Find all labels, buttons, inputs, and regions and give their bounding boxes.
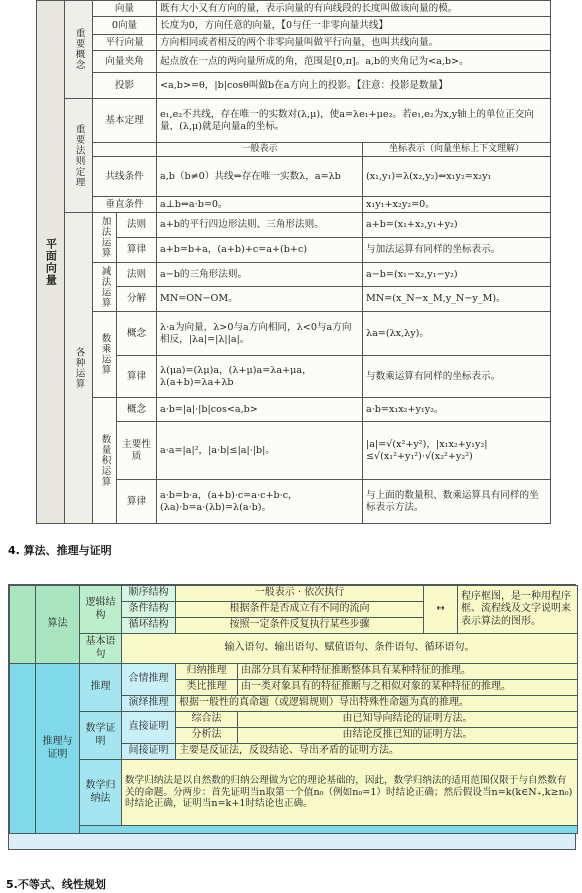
logic-row-text: 依次执行	[304, 587, 345, 599]
row-general: a·b=b·a，(a+b)·c=a·c+b·c，(λa)·b=a·(λb)=λ(a·b)。	[157, 480, 363, 524]
row-coord: a+b=(x₁+x₂,y₁+y₂)	[363, 213, 551, 238]
logic-row-text: 根据条件是否成立有不同的流向	[176, 602, 424, 618]
indirect-name: 间接证明	[122, 744, 176, 760]
row-general: a·a=|a|²，|a·b|≤|a|·|b|。	[157, 422, 363, 480]
row-coord: |a|=√(x²+y²)，|x₁x₂+y₁y₂|≤√(x₁²+y₁²)·√(x₂²+y₂²)	[363, 422, 551, 480]
side-label: 平面向量	[37, 1, 65, 524]
row-coord: 与数乘运算有同样的坐标表示。	[363, 356, 551, 398]
row-name: 算律	[117, 356, 157, 398]
subgroup-label: 数量积运算	[93, 398, 117, 524]
row-name: 法则	[117, 213, 157, 238]
induction-math-label: 数学归纳法	[80, 760, 122, 826]
row-name: 0向量	[93, 17, 157, 35]
subgroup-label: 加法运算	[93, 213, 117, 262]
deductive-name: 演绎推理	[122, 696, 176, 712]
synthetic-text: 由已知导向结论的证明方法。	[238, 712, 578, 728]
basic-theorem-name: 基本定理	[93, 99, 157, 143]
logic-row-name: 条件结构	[122, 602, 176, 618]
header-general: 一般表示	[157, 143, 363, 157]
row-coord: 与上面的数量积、数乘运算具有同样的坐标表示方法。	[363, 480, 551, 524]
logic-row-text: 按照一定条件反复执行某些步骤	[176, 618, 424, 634]
induction-name: 归纳推理	[176, 664, 238, 680]
row-coord: x₁y₁+x₂y₂=0。	[363, 197, 551, 213]
induction-text: 由部分具有某种特征推断整体具有某种特征的推理。	[238, 664, 578, 680]
row-name: 垂直条件	[93, 197, 157, 213]
section-5-title: 5.不等式、线性规划	[6, 878, 106, 891]
row-general: MN=ON−OM。	[157, 287, 363, 312]
row-name: 向量	[93, 1, 157, 17]
row-name: 法则	[117, 262, 157, 287]
row-text: 方向相同或者相反的两个非零向量叫做平行向量，也叫共线向量。	[157, 35, 551, 51]
row-name: 概念	[117, 398, 157, 422]
basic-theorem-text: e₁,e₂不共线，存在唯一的实数对(λ,μ)，使a=λe₁+μe₂。若e₁,e₂为x,y轴上的单位正交向量，(λ,μ)就是向量a的坐标。	[157, 99, 551, 143]
proof-label: 推理与证明	[36, 664, 80, 834]
row-coord: 与加法运算有同样的坐标表示。	[363, 237, 551, 262]
deductive-text: 根据一般性的真命题（或逻辑规则）导出特殊性命题为真的推理。	[176, 696, 578, 712]
row-general: a·b=|a|·|b|cos<a,b>	[157, 398, 363, 422]
row-general: a+b的平行四边形法则、三角形法则。	[157, 213, 363, 238]
group-label-theorems: 重要法则定理	[65, 99, 93, 213]
bidirectional-arrow-icon: ↔	[424, 586, 458, 634]
logic-header: 一般表示	[254, 587, 295, 599]
logic-row-name: 顺序结构	[122, 586, 176, 602]
section-4-title: 4. 算法、推理与证明	[8, 544, 112, 557]
synthetic-name: 综合法	[176, 712, 238, 728]
row-coord: MN=(x_N−x_M,y_N−y_M)。	[363, 287, 551, 312]
row-general: a⊥b⇔a·b=0。	[157, 197, 363, 213]
row-coord: a−b=(x₁−x₂,y₁−y₂)	[363, 262, 551, 287]
row-coord: λa=(λx,λy)。	[363, 312, 551, 356]
row-coord: a·b=x₁x₂+y₁y₂。	[363, 398, 551, 422]
row-text: <a,b>=θ，|b|cosθ叫做b在a方向上的投影。【注意：投影是数量】	[157, 73, 551, 99]
induction-math-text: 数学归纳法是以自然数的归纳公理做为它的理论基础的，因此，数学归纳法的适用范围仅限于与自然数有关的命题。分两步：首先证明当n取第一个值n₀（例如n₀=1）时结论正确；然后假设当n=k(k∈N₊,k≥n₀)时结论正确，证明当n=k+1时结论也正确。	[122, 760, 578, 826]
direct-label: 直接证明	[122, 712, 176, 744]
reasoning-label: 推理	[80, 664, 122, 712]
row-general: a−b的三角形法则。	[157, 262, 363, 287]
subgroup-label: 数乘运算	[93, 312, 117, 398]
row-name: 算律	[117, 480, 157, 524]
row-text: 既有大小又有方向的量，表示向量的有向线段的长度叫做该向量的模。	[157, 1, 551, 17]
row-coord: (x₁,y₁)=λ(x₂,y₂)⇔x₁y₂=x₂y₁	[363, 157, 551, 197]
basic-stmt-text: 输入语句、输出语句、赋值语句、条件语句、循环语句。	[122, 634, 578, 664]
analogy-text: 由一类对象具有的特征推断与之相似对象的某种特征的推理。	[238, 680, 578, 696]
logic-label: 逻辑结构	[80, 586, 122, 634]
algo-label: 算法	[36, 586, 80, 664]
row-name: 共线条件	[93, 157, 157, 197]
row-general: λ(μa)=(λμ)a，(λ+μ)a=λa+μa，λ(a+b)=λa+λb	[157, 356, 363, 398]
row-name: 主要性质	[117, 422, 157, 480]
row-general: a,b（b≠0）共线⇔存在唯一实数λ，a=λb	[157, 157, 363, 197]
analogy-name: 类比推理	[176, 680, 238, 696]
subgroup-label: 减法运算	[93, 262, 117, 311]
indirect-text: 主要是反证法，反设结论、导出矛盾的证明方法。	[176, 744, 578, 760]
logic-row-name: 循环结构	[122, 618, 176, 634]
group-label-concepts: 重要概念	[65, 1, 93, 99]
row-name: 分解	[117, 287, 157, 312]
row-text: 起点放在一点的两向量所成的角，范围是[0,π]。a,b的夹角记为<a,b>。	[157, 51, 551, 73]
analytic-name: 分析法	[176, 728, 238, 744]
vector-table	[36, 0, 551, 524]
row-name: 概念	[117, 312, 157, 356]
row-name: 投影	[93, 73, 157, 99]
plausible-label: 合情推理	[122, 664, 176, 696]
row-general: a+b=b+a，(a+b)+c=a+(b+c)	[157, 237, 363, 262]
basic-stmt-label: 基本语句	[80, 634, 122, 664]
algorithm-reasoning-table: 算法 逻辑结构 顺序结构 一般表示 · 依次执行 ↔ 程序框图，是一种用程序框、流程线及文字说明来表示算法的图形。 条件结构 根据条件是否成立有不同的流向 循环结构 按照一定条件反复执行某些步骤 基本语句 输入语句、输出语句、赋值语句、条件语句、循环语句。 推理与证明 推理 合情推理 归纳推理 由部分具有某种特征推断整体具有某种特征的推理。 类比推理 由一类对象具有的特征推断与之相似对象的某种特征的推理。 演绎推理 根据一般性的真命题（或逻辑规则）导出特殊性命题为真的推理。 数学证明 直接证明 综合法 由已知导向结论的证明方法。 分析法 由结论反推已知的证明方法。 间接证明 主要是反证法，反设结论、导出矛盾的证明方法。 数学归纳法 数学归纳法是以自然数的归纳公理做为它的理论基础的，因此，数学归纳法的适用范围仅限于与自然数有关的命题。分两步：首先证明当n取第一个值n₀（例如n₀=1）时结论正确；然后假设当n=k(k∈N₊,k≥n₀)时结论正确，证明当n=k+1时结论也正确。	[8, 584, 576, 850]
row-name: 算律	[117, 237, 157, 262]
header-coord: 坐标表示（向量坐标上下文理解）	[363, 143, 551, 157]
row-text: 长度为0，方向任意的向量，【0与任一非零向量共线】	[157, 17, 551, 35]
analytic-text: 由结论反推已知的证明方法。	[238, 728, 578, 744]
row-name: 向量夹角	[93, 51, 157, 73]
flowchart-note: 程序框图，是一种用程序框、流程线及文字说明来表示算法的图形。	[458, 586, 578, 634]
row-name: 平行向量	[93, 35, 157, 51]
math-proof-label: 数学证明	[80, 712, 122, 760]
group-label-operations: 各种运算	[65, 213, 93, 524]
row-general: λ·a为向量，λ>0与a方向相同，λ<0与a方向相反，|λa|=|λ||a|。	[157, 312, 363, 356]
